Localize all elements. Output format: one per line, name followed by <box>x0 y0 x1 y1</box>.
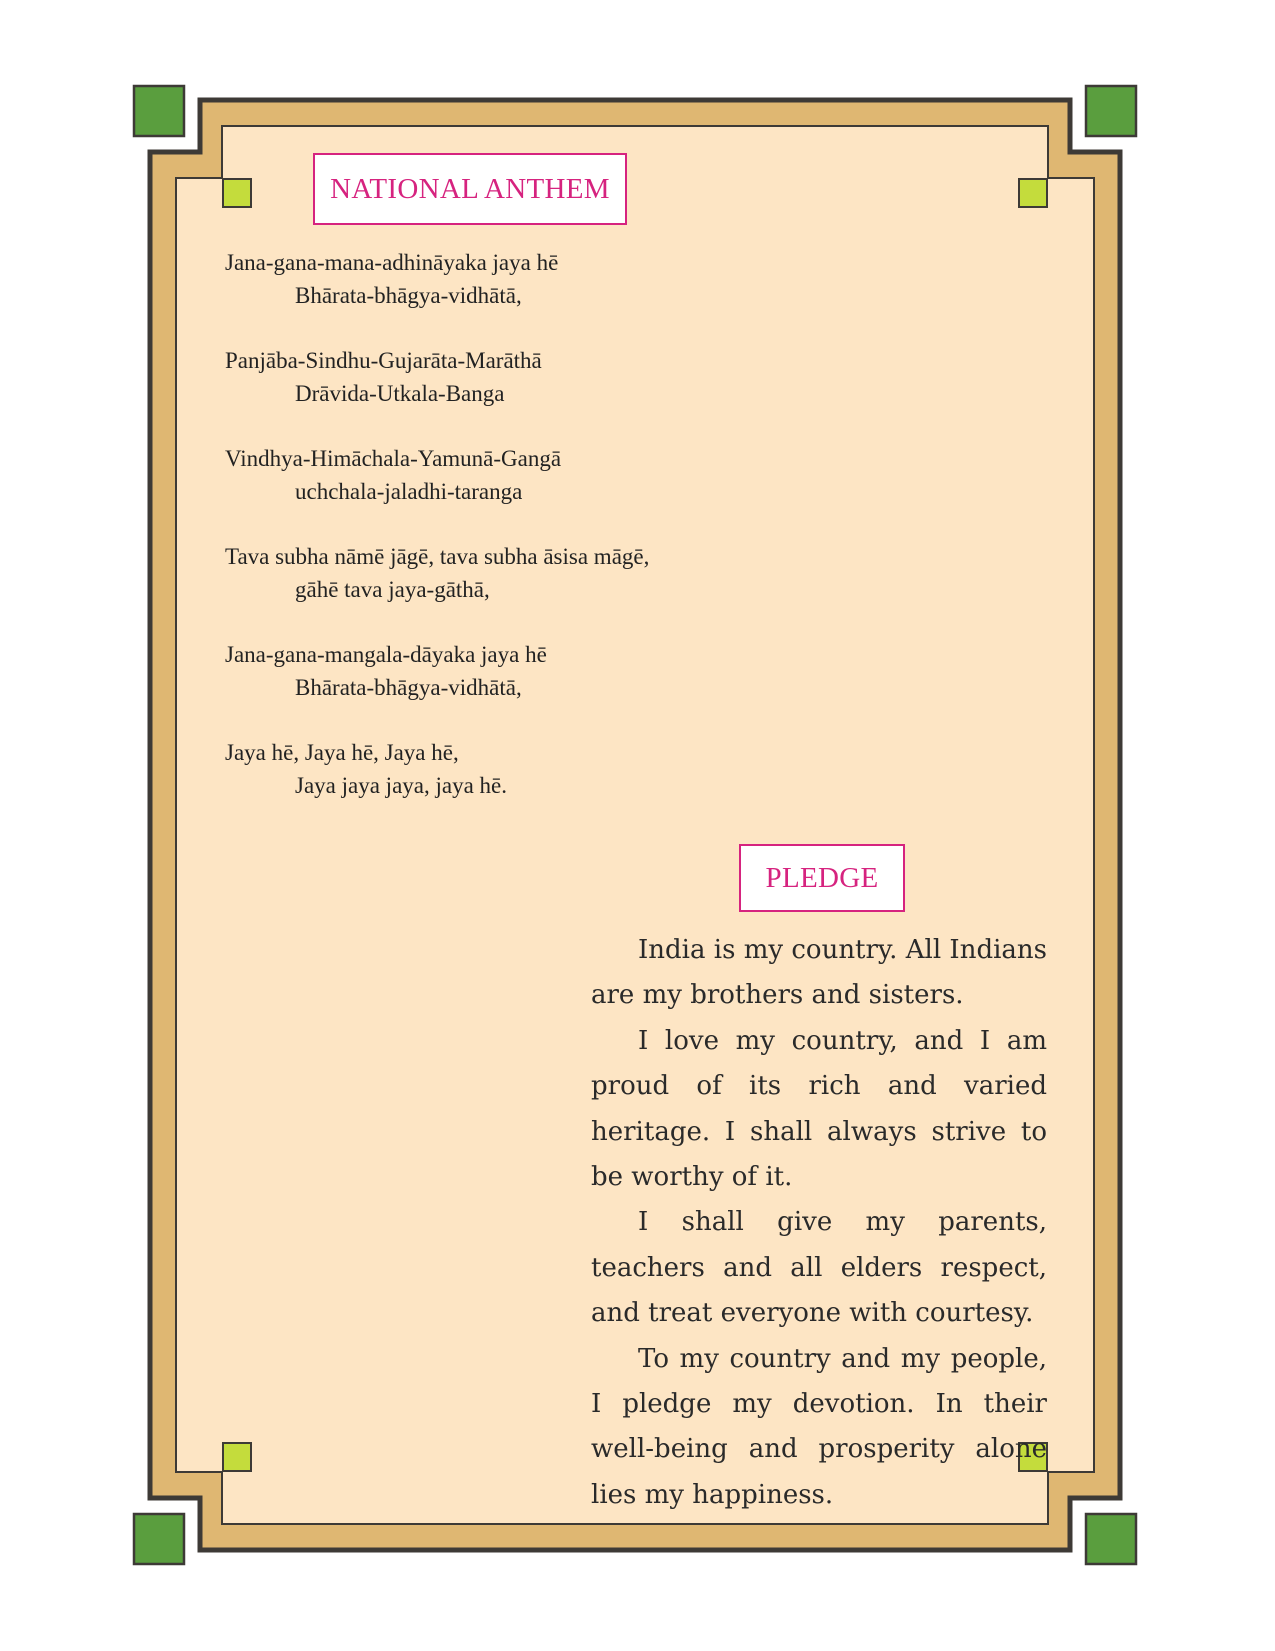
anthem-heading-text: NATIONAL ANTHEM <box>330 172 610 205</box>
pledge-body <box>591 928 1047 1518</box>
anthem-stanza <box>225 344 785 410</box>
anthem-stanza <box>225 442 785 508</box>
pledge-paragraph: I love my country, and I am proud of its rich and varied heritage. I shall always strive to be worthy of it. <box>591 1025 1047 1193</box>
anthem-line: Bhārata-bhāgya-vidhātā, <box>295 675 522 700</box>
pledge-paragraph: India is my country. All Indians are my brothers and sisters. <box>591 935 1047 1011</box>
anthem-heading <box>313 153 627 225</box>
anthem-lyrics <box>225 246 785 834</box>
inner-square-bottom-left <box>223 1443 251 1471</box>
anthem-line: Jana-gana-mana-adhināyaka jaya hē <box>225 250 559 275</box>
anthem-line: Panjāba-Sindhu-Gujarāta-Marāthā <box>225 348 542 373</box>
corner-square-bottom-right <box>1086 1514 1136 1564</box>
anthem-line: Jaya jaya jaya, jaya hē. <box>295 773 507 798</box>
anthem-line: Jana-gana-mangala-dāyaka jaya hē <box>225 642 547 667</box>
anthem-stanza <box>225 540 785 606</box>
anthem-stanza <box>225 736 785 802</box>
pledge-heading-text: PLEDGE <box>765 861 879 894</box>
corner-square-top-right <box>1086 86 1136 136</box>
anthem-line: Jaya hē, Jaya hē, Jaya hē, <box>225 740 459 765</box>
anthem-line: uchchala-jaladhi-taranga <box>295 479 523 504</box>
inner-square-top-right <box>1019 179 1047 207</box>
anthem-line: Drāvida-Utkala-Banga <box>295 381 505 406</box>
pledge-heading <box>739 844 905 912</box>
corner-square-bottom-left <box>134 1514 184 1564</box>
pledge-paragraph: To my country and my people, I pledge my devotion. In their well-being and prosperity alone lies my happiness. <box>591 1343 1047 1510</box>
anthem-stanza <box>225 638 785 704</box>
corner-square-top-left <box>134 86 184 136</box>
inner-square-top-left <box>223 179 251 207</box>
anthem-line: Vindhya-Himāchala-Yamunā-Gangā <box>225 446 562 471</box>
anthem-line: Bhārata-bhāgya-vidhātā, <box>295 283 522 308</box>
pledge-paragraph: I shall give my parents, teachers and all elders respect, and treat everyone with courtesy. <box>591 1207 1047 1329</box>
anthem-line: Tava subha nāmē jāgē, tava subha āsisa māgē, <box>225 544 650 569</box>
anthem-stanza <box>225 246 785 312</box>
anthem-line: gāhē tava jaya-gāthā, <box>295 577 490 602</box>
